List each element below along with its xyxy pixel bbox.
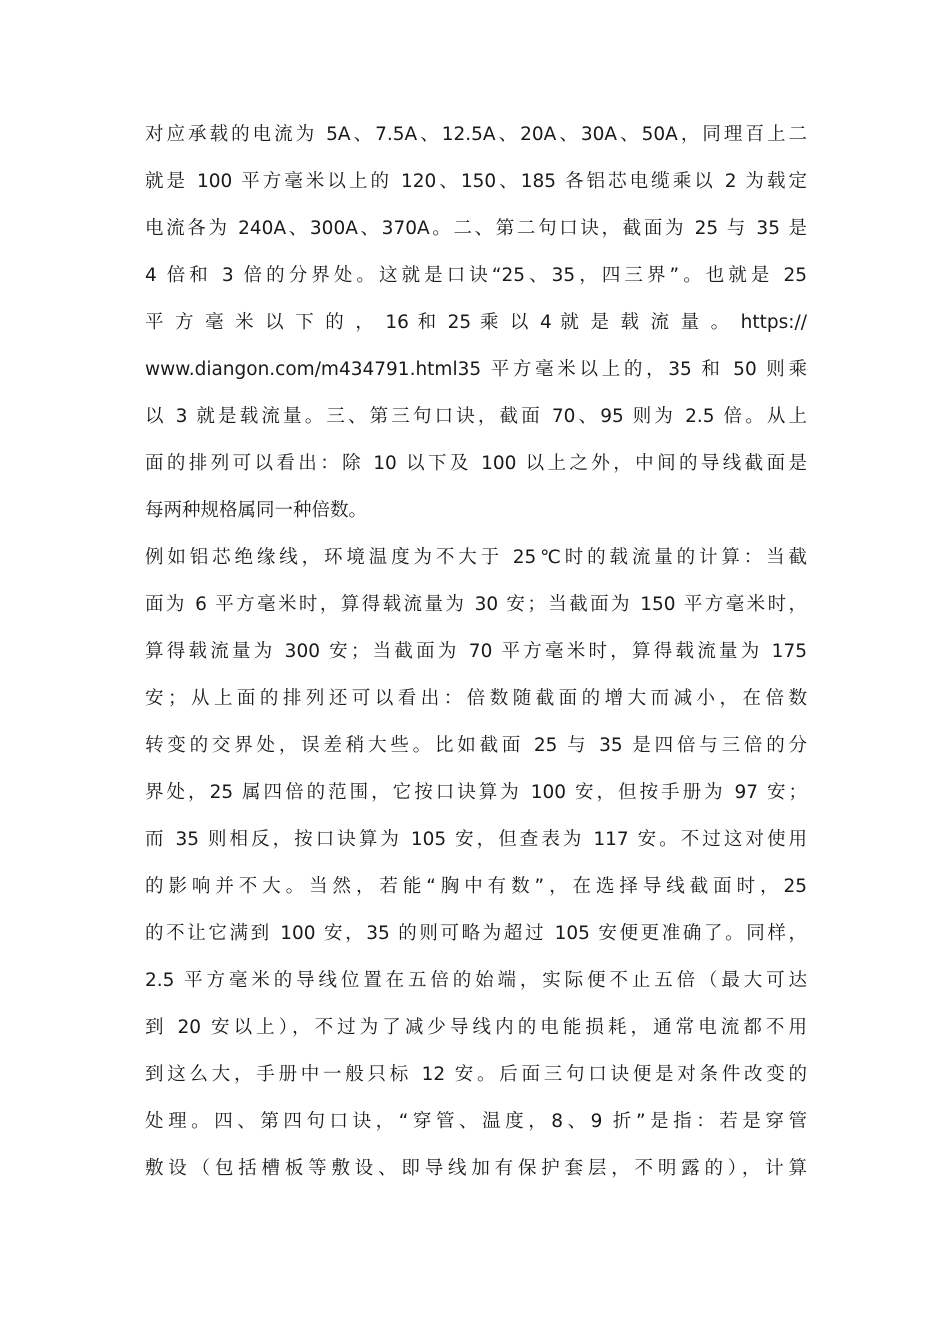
text-line: 电流各为 240A、300A、370A。二、第二句口诀，截面为 25 与 35 是 xyxy=(145,218,807,239)
text-line: 敷设（包括槽板等敷设、即导线加有保护套层，不明露的），计算 xyxy=(145,1158,807,1179)
text-line: 以 3 就是载流量。三、第三句口诀，截面 70、95 则为 2.5 倍。从上 xyxy=(145,406,807,427)
text-line: 而 35 则相反，按口诀算为 105 安，但查表为 117 安。不过这对使用 xyxy=(145,829,807,850)
text-line: 就是 100 平方毫米以上的 120、150、185 各铝芯电缆乘以 2 为载定 xyxy=(145,171,807,192)
body-text xyxy=(145,120,807,1200)
text-line: 安；从上面的排列还可以看出：倍数随截面的增大而减小，在倍数 xyxy=(145,688,807,709)
text-line: 每两种规格属同一种倍数。 xyxy=(145,500,368,521)
text-line: 的影响并不大。当然，若能“胸中有数”，在选择导线截面时，25 xyxy=(145,876,807,897)
text-line: 到 20 安以上），不过为了减少导线内的电能损耗，通常电流都不用 xyxy=(145,1017,807,1038)
text-line: 例如铝芯绝缘线，环境温度为不大于 25℃时的载流量的计算：当截 xyxy=(145,547,807,568)
text-line: 4 倍和 3 倍的分界处。这就是口诀“25、35，四三界”。也就是 25 xyxy=(145,265,807,286)
text-line: 平 方 毫 米 以 下 的 ， 16 和 25 乘 以 4 就 是 载 流 量 。 https:// xyxy=(145,312,807,333)
text-line: 2.5 平方毫米的导线位置在五倍的始端，实际便不止五倍（最大可达 xyxy=(145,970,807,991)
text-line: 界处，25 属四倍的范围，它按口诀算为 100 安，但按手册为 97 安； xyxy=(145,782,807,803)
text-line: 转变的交界处，误差稍大些。比如截面 25 与 35 是四倍与三倍的分 xyxy=(145,735,807,756)
text-line: 的不让它满到 100 安，35 的则可略为超过 105 安便更准确了。同样， xyxy=(145,923,807,944)
text-line: 到这么大，手册中一般只标 12 安。后面三句口诀便是对条件改变的 xyxy=(145,1064,807,1085)
text-line: 面为 6 平方毫米时，算得载流量为 30 安；当截面为 150 平方毫米时， xyxy=(145,594,807,615)
text-line: www.diangon.com/m434791.html35 平方毫米以上的，35 和 50 则乘 xyxy=(145,359,807,380)
text-line: 对应承载的电流为 5A、7.5A、12.5A、20A、30A、50A，同理百上二 xyxy=(145,124,807,145)
text-line: 算得载流量为 300 安；当截面为 70 平方毫米时，算得载流量为 175 xyxy=(145,641,807,662)
text-line: 处理。四、第四句口诀，“穿管、温度，8、9 折”是指：若是穿管 xyxy=(145,1111,807,1132)
text-line: 面的排列可以看出：除 10 以下及 100 以上之外，中间的导线截面是 xyxy=(145,453,807,474)
